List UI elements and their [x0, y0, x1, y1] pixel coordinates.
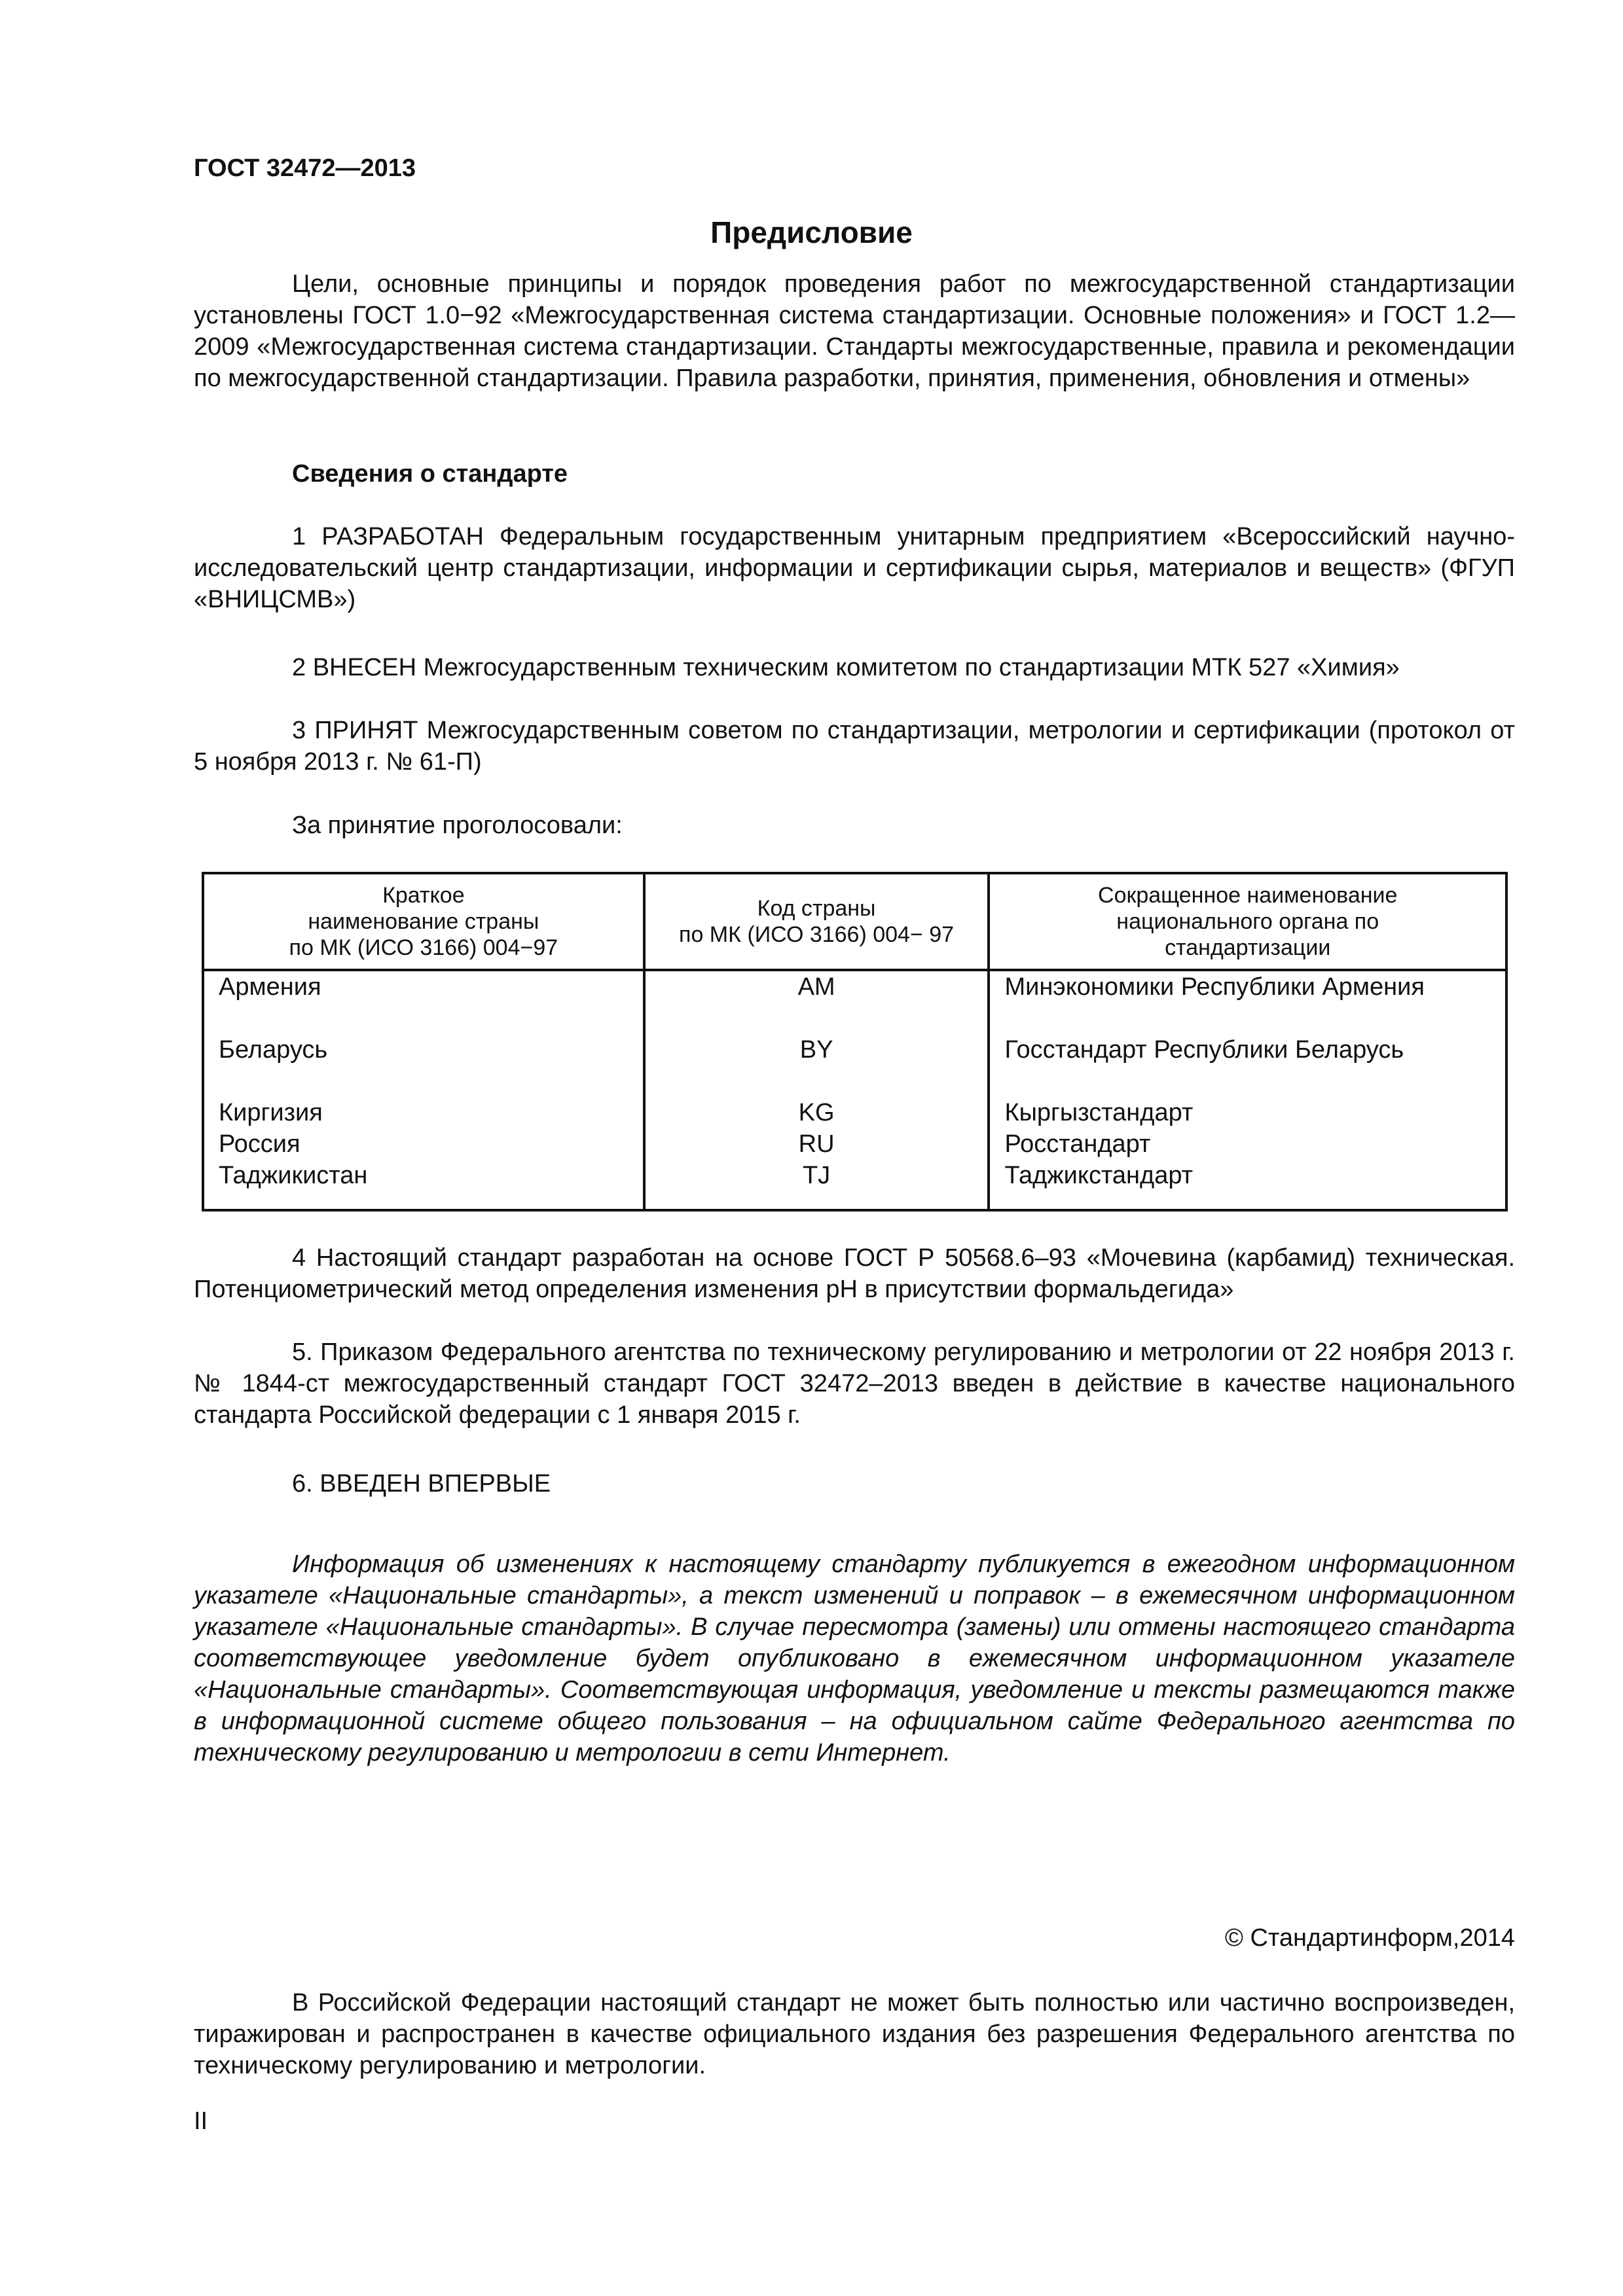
header-line: Код страны: [757, 896, 876, 921]
header-line: по МК (ИСО 3166) 004−97: [289, 935, 558, 960]
country-code: RU: [644, 1128, 989, 1160]
header-line: Краткое: [382, 883, 465, 908]
header-national-body: [989, 873, 1506, 970]
country-code: BY: [644, 1034, 989, 1097]
changes-notice: Информация об изменениях к настоящему стандарту публикуется в ежегодном информационном указателе «Национальные стандарты», а текст изменений и поправок – в ежемесячном информационном указателе «Национальные стандарты». В случае пересмотра (замены) или отмены настоящего стандарта соответствующее уведомление будет опубликовано в ежемесячном информационном указателе «Национальные стандарты». Соответствующая информация, уведомление и тексты размещаются также в информационной системе общего пользования – на официальном сайте Федерального агентства по техническому регулированию и метрологии в сети Интернет.: [194, 1551, 1515, 1767]
header-line: национального органа по: [1116, 909, 1379, 934]
header-line: стандартизации: [1165, 935, 1331, 960]
table-row: [203, 970, 1506, 1034]
country-name: Армения: [203, 970, 644, 1034]
page-title: Предисловие: [710, 215, 913, 249]
country-code: KG: [644, 1097, 989, 1128]
table-header-row: [203, 873, 1506, 970]
page-number: II: [194, 2108, 208, 2135]
country-name: Россия: [203, 1128, 644, 1160]
country-name: Киргизия: [203, 1097, 644, 1128]
item-4-basis: 4 Настоящий стандарт разработан на основе ГОСТ Р 50568.6–93 «Мочевина (карбамид) техническая. Потенциометрический метод определения изменения pH в присутствии формальдегида»: [194, 1244, 1515, 1303]
table-row: [203, 1160, 1506, 1210]
item-5-order: 5. Приказом Федерального агентства по техническому регулированию и метрологии от 22 ноября 2013 г. № 1844-ст межгосударственный стандарт ГОСТ 32472–2013 введен в действие в качестве национального стандарта Российской федерации с 1 января 2015 г.: [194, 1338, 1515, 1429]
section-heading: Сведения о стандарте: [292, 460, 568, 488]
item-2-submitted: 2 ВНЕСЕН Межгосударственным техническим комитетом по стандартизации МТК 527 «Химия»: [292, 654, 1400, 681]
vote-intro: За принятие проголосовали:: [292, 812, 623, 839]
item-1-developed: 1 РАЗРАБОТАН Федеральным государственным унитарным предприятием «Всероссийский научно-исследовательский центр стандартизации, информации и сертификации сырья, материалов и веществ» (ФГУП «ВНИЦСМВ»): [194, 523, 1515, 613]
item-3-adopted: 3 ПРИНЯТ Межгосударственным советом по стандартизации, метрологии и сертификации (протокол от 5 ноября 2013 г. № 61-П): [194, 717, 1515, 776]
header-line: наименование страны: [308, 909, 539, 934]
national-body: Таджикстандарт: [989, 1160, 1506, 1210]
copyright: © Стандартинформ,2014: [1224, 1924, 1515, 1952]
national-body: Минэкономики Республики Армения: [989, 970, 1506, 1034]
national-body: Госстандарт Республики Беларусь: [989, 1034, 1506, 1097]
reproduction-notice: В Российской Федерации настоящий стандарт не может быть полностью или частично воспроизведен, тиражирован и распространен в качестве официального издания без разрешения Федерального агентства по техническому регулированию и метрологии.: [194, 1989, 1515, 2079]
item-6-first-introduced: 6. ВВЕДЕН ВПЕРВЫЕ: [292, 1470, 551, 1498]
header-line: Сокращенное наименование: [1098, 883, 1398, 908]
country-name: Беларусь: [203, 1034, 644, 1097]
country-code: TJ: [644, 1160, 989, 1210]
table-row: [203, 1097, 1506, 1128]
voting-table: [202, 872, 1508, 1211]
country-name: Таджикистан: [203, 1160, 644, 1210]
country-code: AM: [644, 970, 989, 1034]
table-row: [203, 1128, 1506, 1160]
national-body: Кыргызстандарт: [989, 1097, 1506, 1128]
header-country-name: [203, 873, 644, 970]
header-line: по МК (ИСО 3166) 004− 97: [679, 922, 955, 947]
intro-paragraph: Цели, основные принципы и порядок проведения работ по межгосударственной стандартизации установлены ГОСТ 1.0−92 «Межгосударственная система стандартизации. Основные положения» и ГОСТ 1.2—2009 «Межгосударственная система стандартизации. Стандарты межгосударственные, правила и рекомендации по межгосударственной стандартизации. Правила разработки, принятия, применения, обновления и отмены»: [194, 270, 1515, 392]
document-code: ГОСТ 32472—2013: [194, 154, 416, 182]
table-row: [203, 1034, 1506, 1097]
national-body: Росстандарт: [989, 1128, 1506, 1160]
header-country-code: [644, 873, 989, 970]
